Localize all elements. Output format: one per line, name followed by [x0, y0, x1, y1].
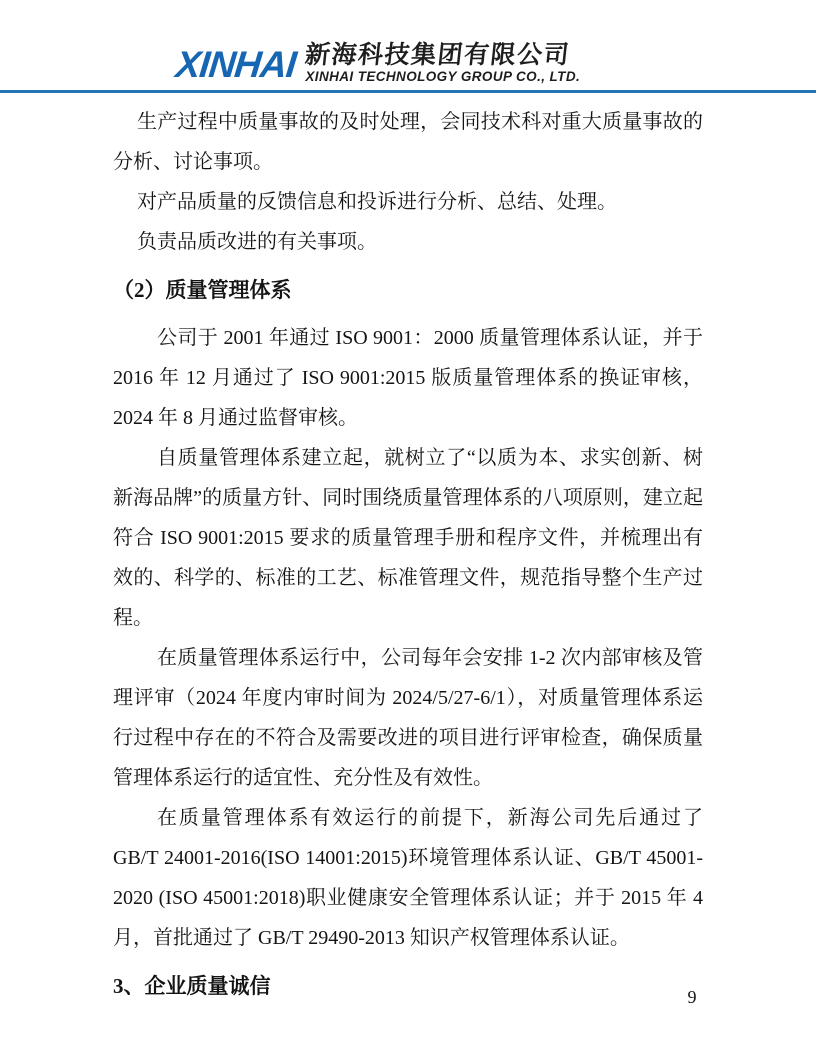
section-heading-quality-integrity: 3、企业质量诚信 — [113, 974, 271, 998]
page-number: 9 — [687, 987, 697, 1007]
paragraph: 生产过程中质量事故的及时处理，会同技术科对重大质量事故的分析、讨论事项。 — [113, 111, 703, 173]
company-name-en: XINHAI TECHNOLOGY GROUP CO., LTD. — [305, 69, 581, 84]
paragraph: 公司于 2001 年通过 ISO 9001：2000 质量管理体系认证，并于 2016 年 12 月通过了 ISO 9001:2015 版质量管理体系的换证审核，2024 年 8 月通过监督审核。 — [113, 327, 703, 429]
logo-wordmark: XINHAI — [173, 44, 298, 85]
page-header — [0, 0, 816, 94]
company-logo — [173, 41, 581, 85]
section-heading-quality-system: （2）质量管理体系 — [113, 278, 292, 302]
paragraph: 自质量管理体系建立起，就树立了“以质为本、求实创新、树新海品牌”的质量方针、同时围绕质量管理体系的八项原则，建立起符合 ISO 9001:2015 要求的质量管理手册和程序文件，并梳理出有效的、科学的、标准的工艺、标准管理文件，规范指导整个生产过程。 — [113, 447, 703, 629]
paragraph: 在质量管理体系运行中，公司每年会安排 1-2 次内部审核及管理评审（2024 年度内审时间为 2024/5/27-6/1），对质量管理体系运行过程中存在的不符合及需要改进的项目进行评审检查，确保质量管理体系运行的适宜性、充分性及有效性。 — [113, 647, 703, 789]
header-divider — [0, 90, 816, 93]
paragraph: 对产品质量的反馈信息和投诉进行分析、总结、处理。 — [137, 191, 617, 213]
paragraph: 在质量管理体系有效运行的前提下，新海公司先后通过了 GB/T 24001-2016(ISO 14001:2015)环境管理体系认证、GB/T 45001-2020 (ISO 45001:2018)职业健康安全管理体系认证；并于 2015 年 4 月，首批通过了 GB/T 29490-2013 知识产权管理体系认证。 — [113, 807, 703, 949]
document-body — [113, 102, 703, 1014]
company-name-zh: 新海科技集团有限公司 — [303, 41, 572, 69]
company-name-block — [305, 42, 580, 85]
paragraph: 负责品质改进的有关事项。 — [137, 231, 377, 253]
